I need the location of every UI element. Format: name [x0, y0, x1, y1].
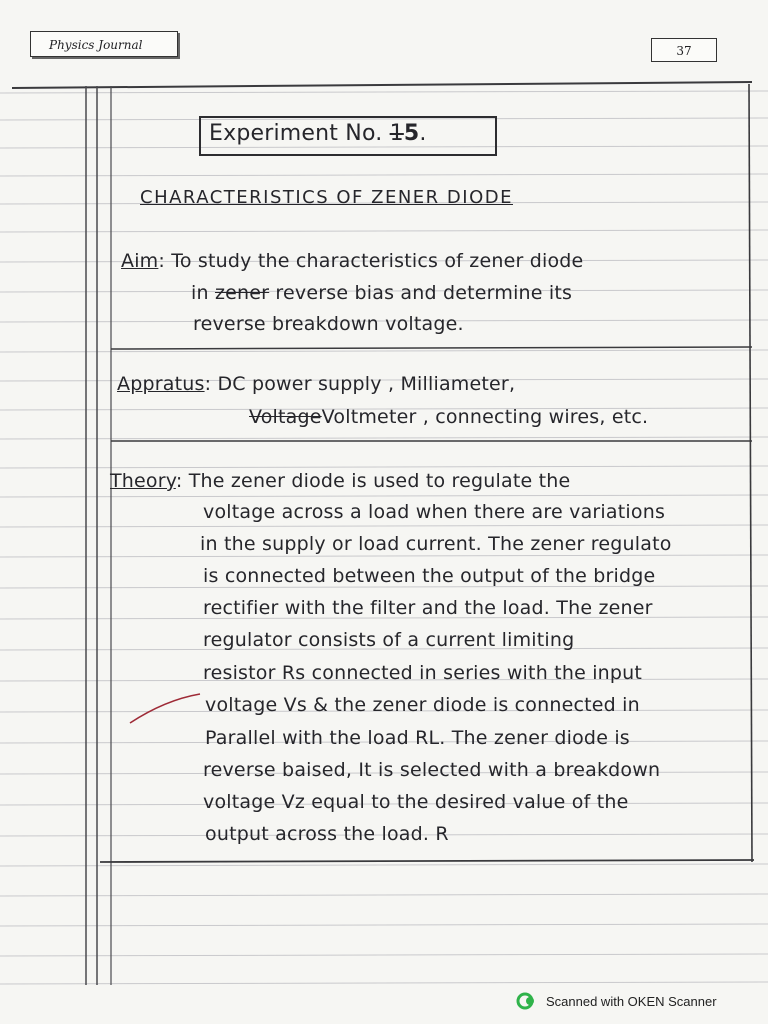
aim-text-2-post: reverse bias and determine its	[269, 282, 573, 304]
theory-line-4: is connected between the output of the bridge	[203, 565, 656, 587]
apparatus-text-2: Voltmeter , connecting wires, etc.	[321, 406, 649, 428]
page-number: 37	[676, 44, 692, 58]
oken-scanner-logo-icon	[516, 992, 538, 1010]
theory-line-8: voltage Vs & the zener diode is connected in	[205, 694, 640, 716]
aim-line-2	[191, 282, 572, 304]
aim-label: Aim	[121, 250, 159, 272]
experiment-title-suffix: .	[419, 121, 427, 146]
theory-line-12: output across the load. R	[205, 823, 449, 845]
theory-line-11: voltage Vz equal to the desired value of the	[203, 791, 629, 813]
theory-text-1: The zener diode is used to regulate the	[188, 470, 571, 492]
aim-line-3: reverse breakdown voltage.	[193, 313, 464, 335]
apparatus-colon: :	[204, 373, 212, 395]
apparatus-line-1	[117, 373, 515, 395]
experiment-title-prefix: Experiment No.	[209, 121, 390, 146]
theory-line-5: rectifier with the filter and the load. The zener	[203, 597, 653, 619]
theory-line-2: voltage across a load when there are variations	[203, 501, 666, 523]
journal-title: Physics Journal	[49, 38, 143, 52]
experiment-subtitle: CHARACTERISTICS OF ZENER DIODE	[140, 187, 513, 208]
page-number-box	[651, 38, 717, 62]
aim-line-1	[121, 250, 583, 272]
theory-label: Theory	[110, 470, 176, 492]
apparatus-text-1: DC power supply , Milliameter,	[217, 373, 516, 395]
aim-text-1: To study the characteristics of zener diode	[171, 250, 584, 272]
scanner-watermark	[516, 990, 717, 1012]
theory-line-6: regulator consists of a current limiting	[203, 629, 575, 651]
apparatus-label: Appratus	[117, 373, 205, 395]
aim-text-2-pre: in	[191, 282, 215, 304]
experiment-title	[209, 121, 427, 146]
journal-title-box	[30, 31, 178, 57]
apparatus-struck-word: Voltage	[249, 406, 322, 428]
experiment-title-struck-digit: 1	[389, 121, 404, 146]
theory-line-10: reverse baised, It is selected with a breakdown	[203, 759, 661, 781]
theory-line-1	[110, 470, 570, 492]
aim-colon: :	[158, 250, 165, 272]
experiment-title-number: 5	[403, 121, 420, 146]
theory-colon: :	[175, 470, 183, 492]
aim-struck-word: zener	[214, 282, 270, 304]
theory-line-7: resistor Rs connected in series with the input	[203, 662, 643, 684]
theory-line-9: Parallel with the load RL. The zener diode is	[205, 727, 630, 749]
scanner-text: Scanned with OKEN Scanner	[546, 993, 717, 1009]
apparatus-line-2	[249, 406, 648, 428]
theory-line-3: in the supply or load current. The zener regulato	[200, 533, 672, 555]
